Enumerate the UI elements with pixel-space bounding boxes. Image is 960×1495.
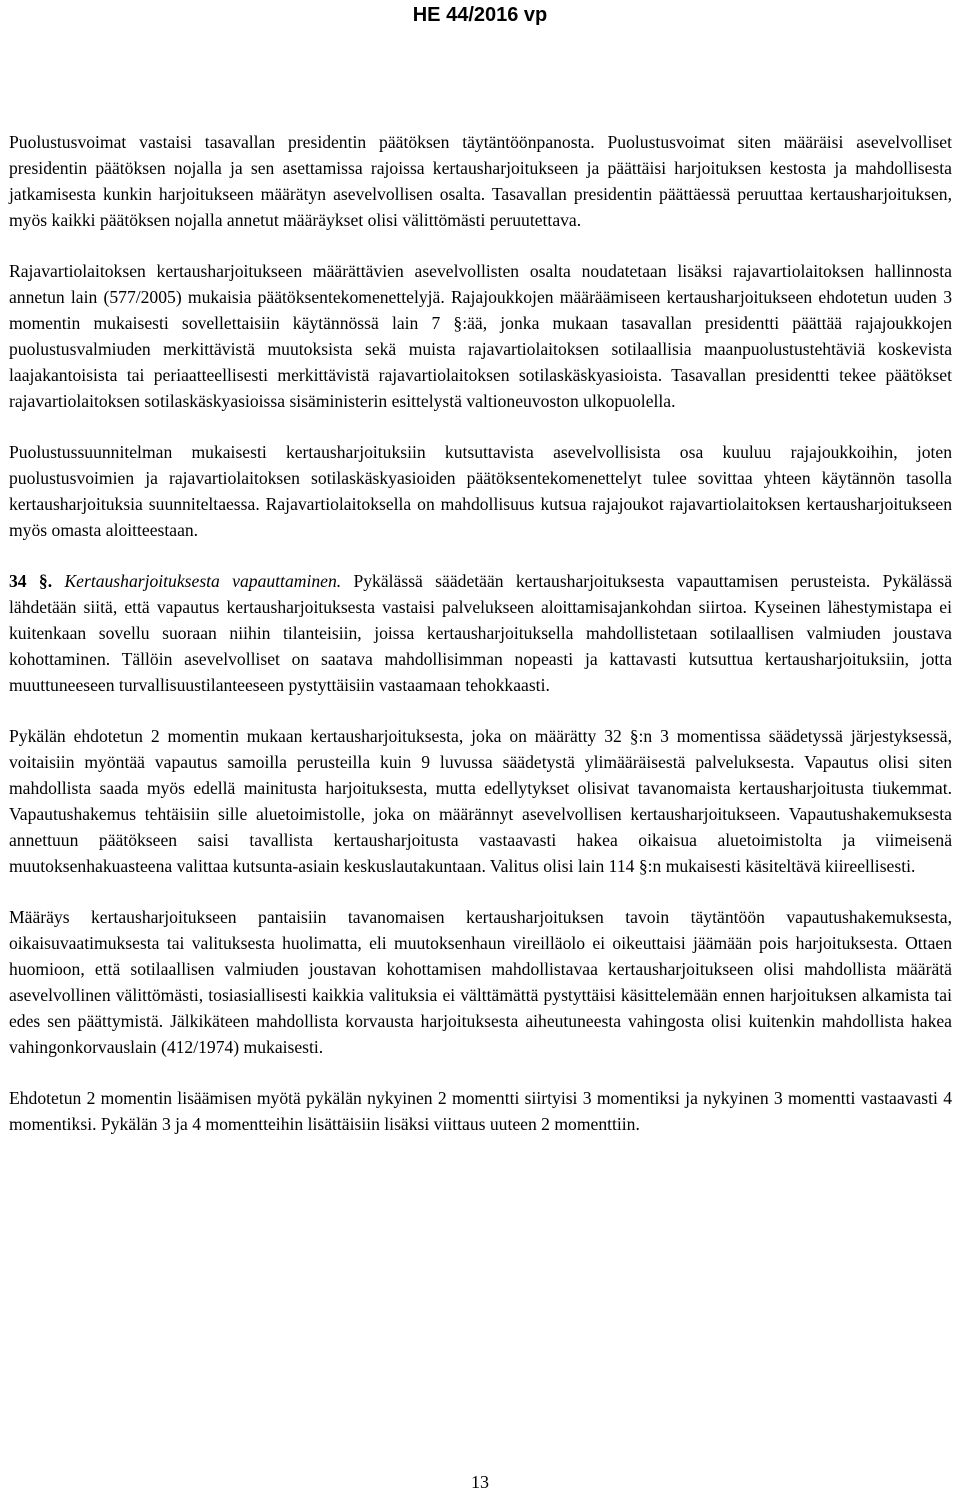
document-body <box>9 129 952 1162</box>
paragraph: Pykälän ehdotetun 2 momentin mukaan kertausharjoituksesta, joka on määrätty 32 §:n 3 momentissa säädetyssä järjestyksessä, voitaisiin myöntää vapautus samoilla perusteilla kuin 9 luvussa säädetystä ylimääräisestä palveluksesta. Vapautus olisi siten mahdollista saada myös edellä mainitusta harjoituksesta, mutta edellytykset olisivat tavanomaista kertausharjoitusta tiukemmat. Vapautushakemus tehtäisiin sille aluetoimistolle, joka on määrännyt asevelvollisen kertausharjoitukseen. Vapautushakemuksesta annettuun päätökseen saisi tavallista kertausharjoitusta vastaavasti hakea oikaisua aluetoimistolta ja viimeisenä muutoksenhakuasteena valittaa kutsunta-asiain keskuslautakuntaan. Valitus olisi lain 114 §:n mukaisesti käsiteltävä kiireellisesti. <box>9 726 952 876</box>
paragraph: Puolustusvoimat vastaisi tasavallan presidentin päätöksen täytäntöönpanosta. Puolustusvoimat siten määräisi asevelvolliset presidentin päätöksen nojalla ja sen asettamissa rajoissa kertausharjoitukseen ja päättäisi harjoituksen kestosta ja mahdollisesta jatkamisesta kunkin harjoitukseen määrätyn asevelvollisen osalta. Tasavallan presidentin päättäessä peruuttaa kertausharjoituksen, myös kaikki päätöksen nojalla annetut määräykset olisi välittömästi peruutettava. <box>9 132 952 230</box>
paragraph: Puolustussuunnitelman mukaisesti kertausharjoituksiin kutsuttavista asevelvollisista osa kuuluu rajajoukkoihin, joten puolustusvoimien ja rajavartiolaitoksen sotilaskäskyasioiden päätöksentekomenettelyt tulee sovittaa yhteen käytännön tasolla kertausharjoituksia suunniteltaessa. Rajavartiolaitoksella on mahdollisuus kutsua rajajoukot rajavartiolaitoksen kertausharjoitukseen myös omasta aloitteestaan. <box>9 442 952 540</box>
page-header: HE 44/2016 vp <box>412 4 548 26</box>
paragraph: Ehdotetun 2 momentin lisäämisen myötä pykälän nykyinen 2 momentti siirtyisi 3 momentiksi ja nykyinen 3 momentti vastaavasti 4 momentiksi. Pykälän 3 ja 4 momentteihin lisättäisiin lisäksi viittaus uuteen 2 momenttiin. <box>9 1088 952 1134</box>
paragraph: Määräys kertausharjoitukseen pantaisiin tavanomaisen kertausharjoituksen tavoin täytäntöön vapautushakemuksesta, oikaisuvaatimuksesta tai valituksesta huolimatta, eli muutoksenhaun vireilläolo ei oikeuttaisi jäämään pois harjoituksesta. Ottaen huomioon, että sotilaallisen valmiuden joustavan kohottamisen mahdollistavaa kertausharjoitukseen olisi mahdollista määrätä asevelvollinen välittömästi, tosiasiallisesti kaikkia valituksia ei välttämättä pystyttäisi käsittelemään ennen harjoituksen alkamista tai edes sen päättymistä. Jälkikäteen mahdollista korvausta harjoituksesta aiheutuneesta vahingosta olisi kuitenkin mahdollista hakea vahingonkorvauslain (412/1974) mukaisesti. <box>9 907 952 1057</box>
section-text: Pykälässä säädetään kertausharjoituksesta vapauttamisen perusteista. Pykälässä lähdetään siitä, että vapautus kertausharjoituksesta vastaisi palvelukseen aloittamisajankohdan siirtoa. Kyseinen lähestymistapa ei kuitenkaan sovellu suoraan niihin tilanteisiin, joissa kertausharjoituksella mahdollistetaan sotilaallisen valmiuden joustava kohottaminen. Tällöin asevelvolliset on saatava mahdollisimman nopeasti ja kattavasti kutsuttua kertausharjoituksiin, jotta muuttuneeseen turvallisuustilanteeseen pystyttäisiin vastaamaan tehokkaasti. <box>9 571 952 695</box>
page-number: 13 <box>471 1472 489 1492</box>
section-number: 34 §. <box>9 571 53 591</box>
section-paragraph <box>9 568 952 698</box>
paragraph: Rajavartiolaitoksen kertausharjoitukseen määrättävien asevelvollisten osalta noudatetaan lisäksi rajavartiolaitoksen hallinnosta annetun lain (577/2005) mukaisia päätöksentekomenettelyjä. Rajajoukkojen määräämiseen kertausharjoitukseen ehdotetun uuden 3 momentin mukaisesti sovellettaisiin käytännössä lain 7 §:ää, jonka mukaan tasavallan presidentti päättää rajajoukkojen puolustusvalmiuden merkittävistä muutoksista sekä muista rajavartiolaitoksen sotilaallisia maanpuolustustehtäviä koskevista laajakantoisista tai periaatteellisesti merkittävistä rajavartiolaitoksen sotilaskäskyasioista. Tasavallan presidentti tekee päätökset rajavartiolaitoksen sotilaskäskyasioissa sisäministerin esittelystä valtioneuvoston ulkopuolella. <box>9 261 952 411</box>
section-caption: Kertausharjoituksesta vapauttaminen. <box>64 571 342 591</box>
